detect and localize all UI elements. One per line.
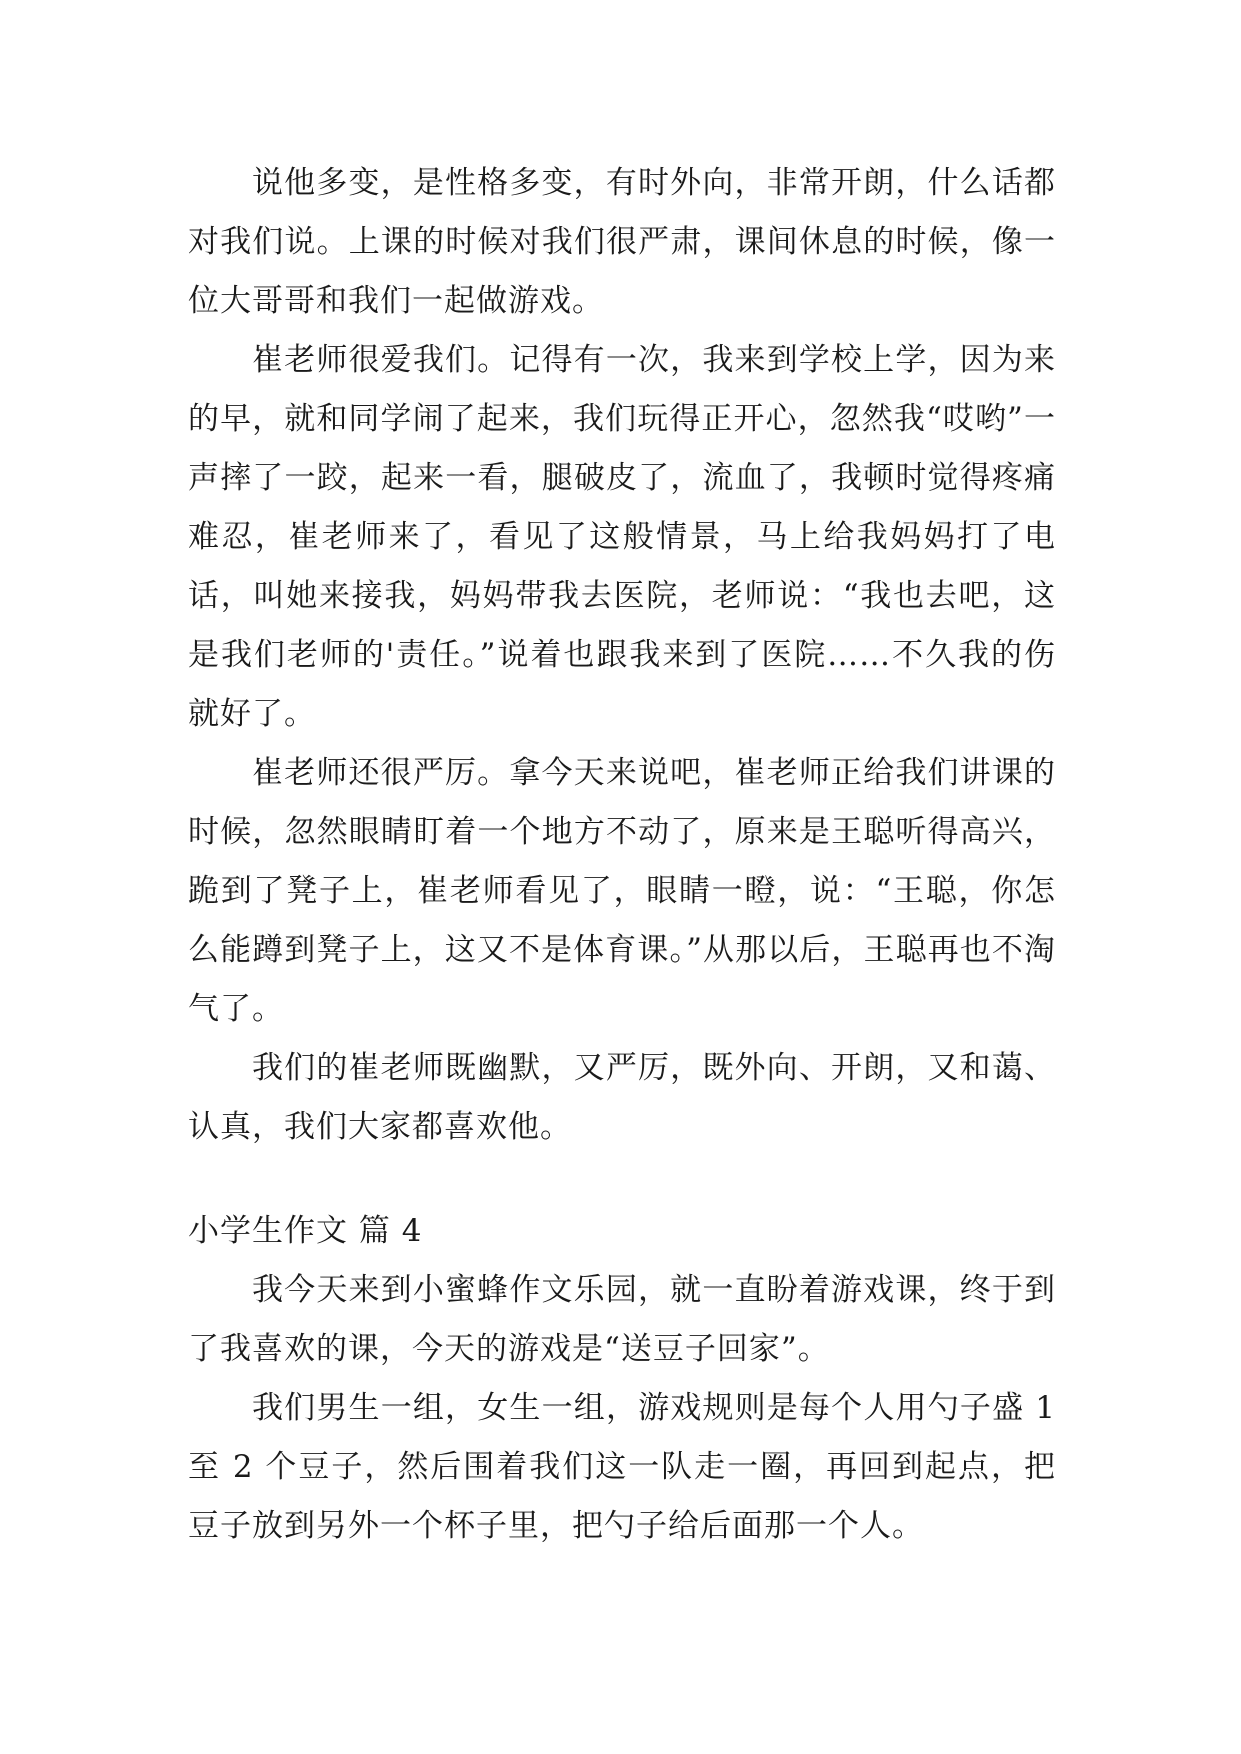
paragraph: 崔老师很爱我们。记得有一次，我来到学校上学，因为来的早，就和同学闹了起来，我们玩得正开心，忽然我“哎哟”一声摔了一跤，起来一看，腿破皮了，流血了，我顿时觉得疼痛难忍，崔老师来了，看见了这般情景，马上给我妈妈打了电话，叫她来接我，妈妈带我去医院，老师说：“我也去吧，这是我们老师的'责任。”说着也跟我来到了医院……不久我的伤就好了。 bbox=[188, 342, 1056, 732]
paragraph: 我们的崔老师既幽默，又严厉，既外向、开朗，又和蔼、认真，我们大家都喜欢他。 bbox=[188, 1050, 1056, 1145]
paragraph: 我今天来到小蜜蜂作文乐园，就一直盼着游戏课，终于到了我喜欢的课，今天的游戏是“送豆子回家”。 bbox=[188, 1272, 1056, 1367]
section-heading: 小学生作文 篇 4 bbox=[188, 1213, 423, 1249]
document-body bbox=[188, 154, 1056, 1556]
paragraph: 崔老师还很严厉。拿今天来说吧，崔老师正给我们讲课的时候，忽然眼睛盯着一个地方不动了，原来是王聪听得高兴，跪到了凳子上，崔老师看见了，眼睛一瞪，说：“王聪，你怎么能蹲到凳子上，这又不是体育课。”从那以后，王聪再也不淘气了。 bbox=[188, 755, 1056, 1027]
paragraph: 说他多变，是性格多变，有时外向，非常开朗，什么话都对我们说。上课的时候对我们很严肃，课间休息的时候，像一位大哥哥和我们一起做游戏。 bbox=[188, 165, 1056, 319]
paragraph: 我们男生一组，女生一组，游戏规则是每个人用勺子盛 1 至 2 个豆子，然后围着我们这一队走一圈，再回到起点，把豆子放到另外一个杯子里，把勺子给后面那一个人。 bbox=[188, 1390, 1056, 1544]
